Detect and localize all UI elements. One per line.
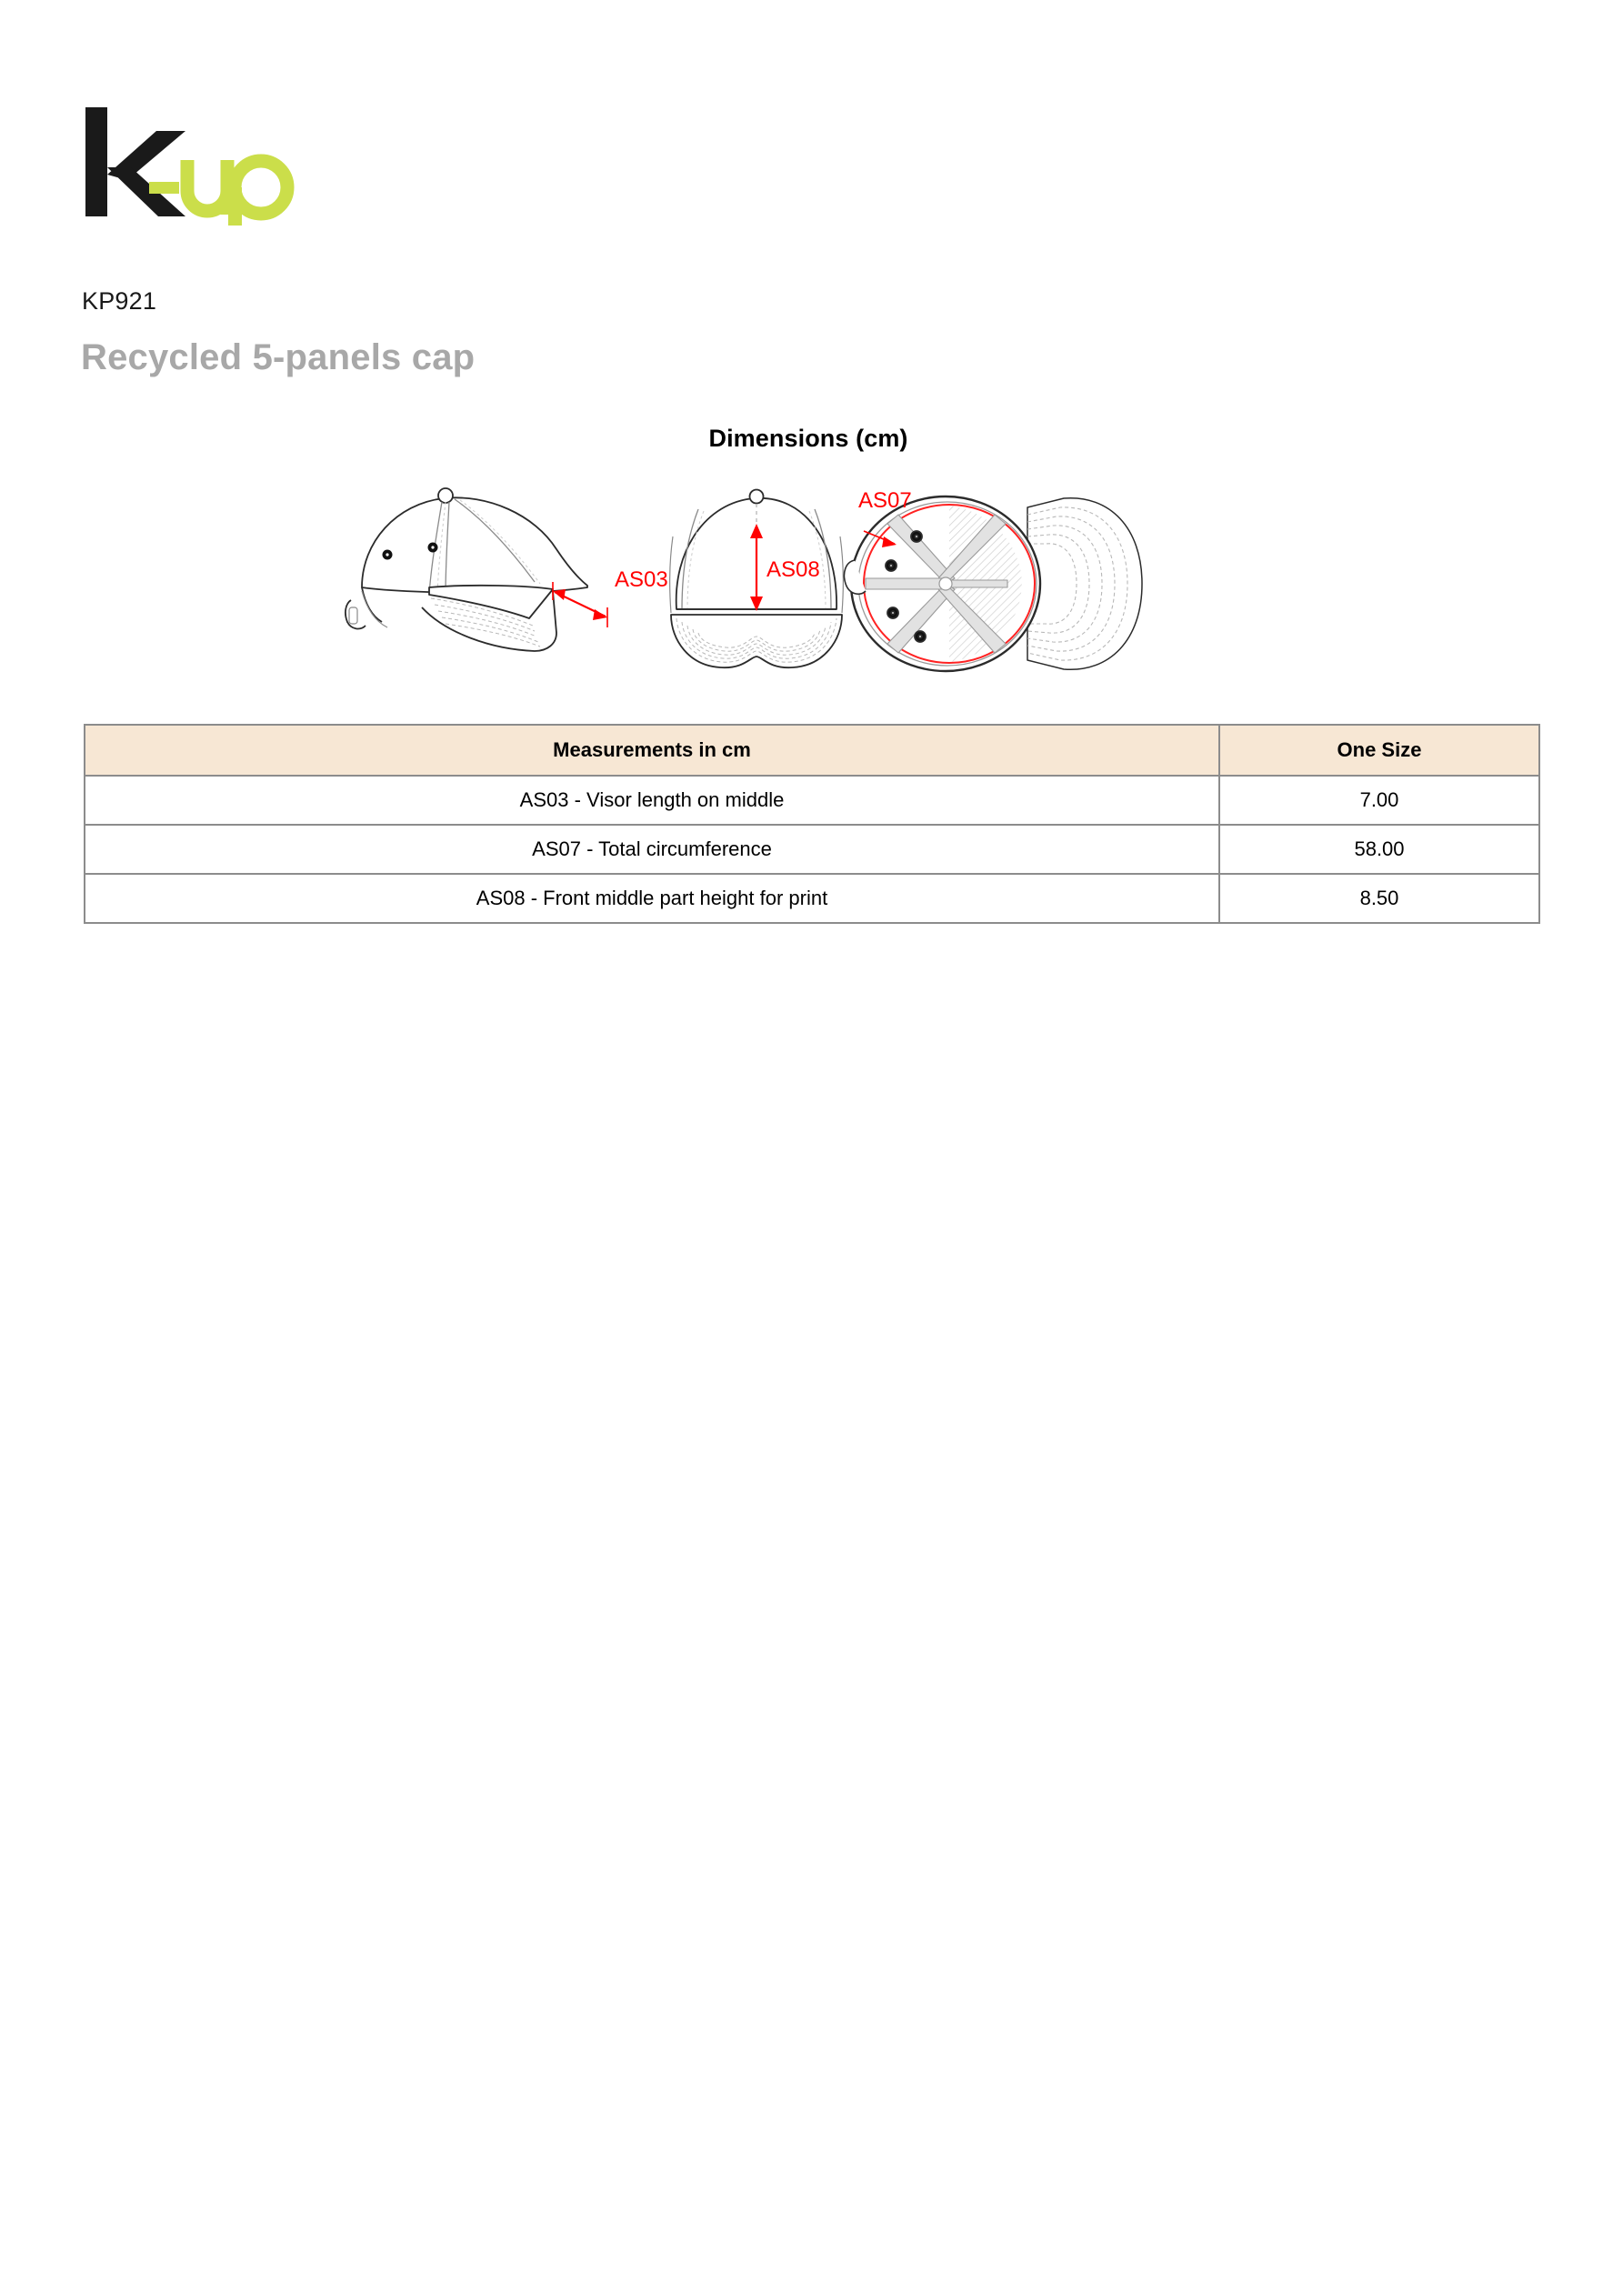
- brand-logo: [80, 107, 316, 226]
- dimensions-heading-row: [0, 425, 1623, 453]
- measurement-label: AS03 - Visor length on middle: [85, 776, 1219, 825]
- table-row: [85, 825, 1539, 874]
- product-code: KP921: [82, 287, 157, 315]
- logo-u-glyph: [187, 160, 227, 215]
- table-row: [85, 776, 1539, 825]
- cap-side-view: [346, 488, 587, 651]
- dimensions-heading: Dimensions (cm): [708, 425, 908, 452]
- crown-button: [438, 488, 453, 503]
- technical-drawings: [309, 471, 1291, 698]
- measurement-value: 58.00: [1219, 825, 1539, 874]
- measurements-table: [84, 724, 1540, 924]
- eyelet: [386, 553, 388, 556]
- cap-bottom-inside-view: [844, 496, 1142, 671]
- table-row: [85, 874, 1539, 923]
- logo-hyphen-glyph: [149, 182, 179, 194]
- table-header-row: [85, 725, 1539, 776]
- column-header-one-size: One Size: [1219, 725, 1539, 776]
- logo-k-glyph: [85, 107, 185, 216]
- measurement-label: AS08 - Front middle part height for print: [85, 874, 1219, 923]
- measurement-value: 8.50: [1219, 874, 1539, 923]
- as07-label: AS07: [858, 488, 912, 513]
- page-title: Recycled 5-panels cap: [81, 337, 476, 377]
- eyelet: [431, 546, 434, 548]
- as03-label: AS03: [615, 567, 668, 592]
- logo-p-glyph: [235, 161, 287, 226]
- measurements-table-wrapper: [84, 724, 1538, 924]
- measurement-label: AS07 - Total circumference: [85, 825, 1219, 874]
- column-header-measurements: Measurements in cm: [85, 725, 1219, 776]
- crown-button: [750, 490, 764, 504]
- measurement-value: 7.00: [1219, 776, 1539, 825]
- as08-label: AS08: [766, 557, 820, 582]
